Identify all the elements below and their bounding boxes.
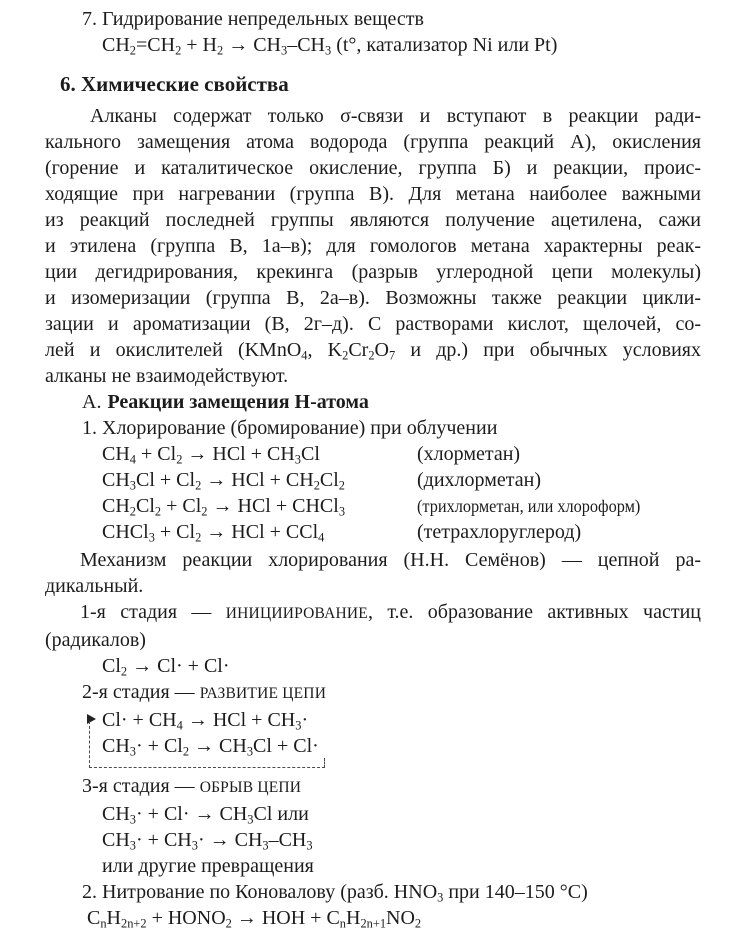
chlorination-equation: $CH_2Cl_2 + Cl_2$ → HCl + CHCl$_3$ (102, 495, 346, 519)
propagation-equation-1: $Cl\cdot + CH_4$ → HCl + $CH_3\cdot$ (102, 709, 309, 733)
loop-dashed-border-bottom (89, 767, 325, 768)
mechanism-line-2: дикальный. (45, 575, 144, 597)
intro-line: Алканы содержат только σ-связи и вступают в реакции ради- (90, 105, 701, 127)
chlorination-row (102, 467, 701, 493)
intro-line: ходящие при нагревании (группа В). Для метана наиболее важными (45, 183, 701, 205)
initiation-equation: $Cl_2 \to Cl\cdot + Cl\cdot$ (102, 655, 230, 679)
termination-note: или другие превращения (102, 855, 314, 877)
intro-line: кального замещения атома водорода (группа реакций А), окисления (45, 131, 701, 153)
intro-line: алканы не взаимодействуют. (45, 365, 289, 387)
subsection-a-letter: А. (82, 391, 102, 413)
stage-2-heading (82, 679, 701, 707)
intro-line: и изомеризации (группа В, 2а–в). Возможны также реакции цикли- (45, 287, 701, 309)
loop-dashed-border-left (89, 721, 90, 768)
stage-1-label: 1-я стадия — (80, 601, 226, 623)
chlorination-equation: $CH_4 + Cl_2$ → HCl + $CH_3Cl$ (102, 443, 320, 467)
stage-2-smallcaps: РАЗВИТИЕ ЦЕПИ (199, 685, 327, 702)
chain-loop (102, 707, 323, 764)
loop-dashed-border-right (324, 758, 325, 768)
hydrogenation-equation: $CH_2=CH_2 + H_2 \to CH_3-CH_3$ (t°, катализатор Ni или Pt) (102, 34, 558, 58)
list-item-1-chlorination: 1. Хлорирование (бромирование) при облучении (82, 417, 498, 439)
stage-3-label: 3-я стадия — (82, 775, 200, 797)
chlorination-row (102, 519, 701, 545)
chain-propagation-box (102, 707, 701, 764)
list-item-2-nitration: 2. Нитрование по Коновалову (разб. $HNO_3$ при 140–150 °C) (82, 881, 588, 905)
product-name: (трихлорметан, или хлороформ) (417, 496, 641, 516)
stage-2-label: 2-я стадия — (82, 681, 200, 703)
chlorination-equation: CHCl$_3$ + $Cl_2$ → HCl + CCl$_4$ (102, 521, 325, 545)
intro-line: ции дегидрирования, крекинга (разрыв углеродной цепи молекулы) (45, 261, 701, 283)
product-name: (хлорметан) (417, 443, 521, 465)
intro-line: лей и окислителей (KMnO$_4$, $K_2Cr_2O_7$ и др.) при обычных условиях (45, 339, 701, 363)
propagation-equation-2: $CH_3\cdot + Cl_2 \to CH_3Cl + Cl\cdot$ (102, 735, 319, 759)
mechanism-paragraph (45, 547, 701, 599)
stage-1-rest: , т.е. образование активных частиц (367, 601, 701, 623)
chlorination-equation: $CH_3Cl + Cl_2$ → HCl + $CH_2Cl_2$ (102, 469, 345, 493)
subsection-a-heading (82, 389, 701, 415)
list-item-7-hydrogenation: 7. Гидрирование непредельных веществ (82, 8, 424, 30)
nitration-equation: $C_nH_{2n+2}$ + $HONO_2$ → HOH + $C_nH_{2n+1}NO_2$ (87, 907, 422, 931)
stage-1-heading (45, 599, 701, 627)
intro-line: (горение и каталитическое окисление, группа Б) и реакции, проис- (45, 157, 701, 179)
mechanism-line-1: Механизм реакции хлорирования (Н.Н. Семёнов) — цепной ра- (80, 549, 701, 571)
termination-equation-1: $CH_3\cdot + Cl\cdot \to CH_3Cl$ или (102, 803, 309, 827)
stage-3-smallcaps: ОБРЫВ ЦЕПИ (199, 779, 302, 796)
subsection-a-title: Реакции замещения Н-атома (107, 391, 369, 413)
intro-line: и этилена (группа В, 1а–в); для гомологов метана характерны реак- (45, 235, 701, 257)
product-name: (дихлорметан) (417, 469, 541, 491)
chlorination-equations (45, 441, 701, 545)
chlorination-row (102, 441, 701, 467)
product-name: (тетрахлоруглерод) (417, 521, 582, 543)
termination-equation-2: $CH_3\cdot + CH_3\cdot \to CH_3-CH_3$ (102, 829, 313, 853)
chlorination-row (102, 493, 701, 519)
intro-line: зации и ароматизации (В, 2г–д). С растворами кислот, щелочей, со- (45, 313, 701, 335)
section-6-heading: 6. Химические свойства (60, 72, 289, 96)
stage-3-heading (82, 773, 701, 801)
intro-paragraph (45, 103, 701, 389)
stage-1-smallcaps: ИНИЦИИРОВАНИЕ (225, 605, 368, 622)
stage-1-continuation: (радикалов) (45, 629, 146, 651)
intro-line: из реакций последней группы являются получение ацетилена, сажи (45, 209, 701, 231)
